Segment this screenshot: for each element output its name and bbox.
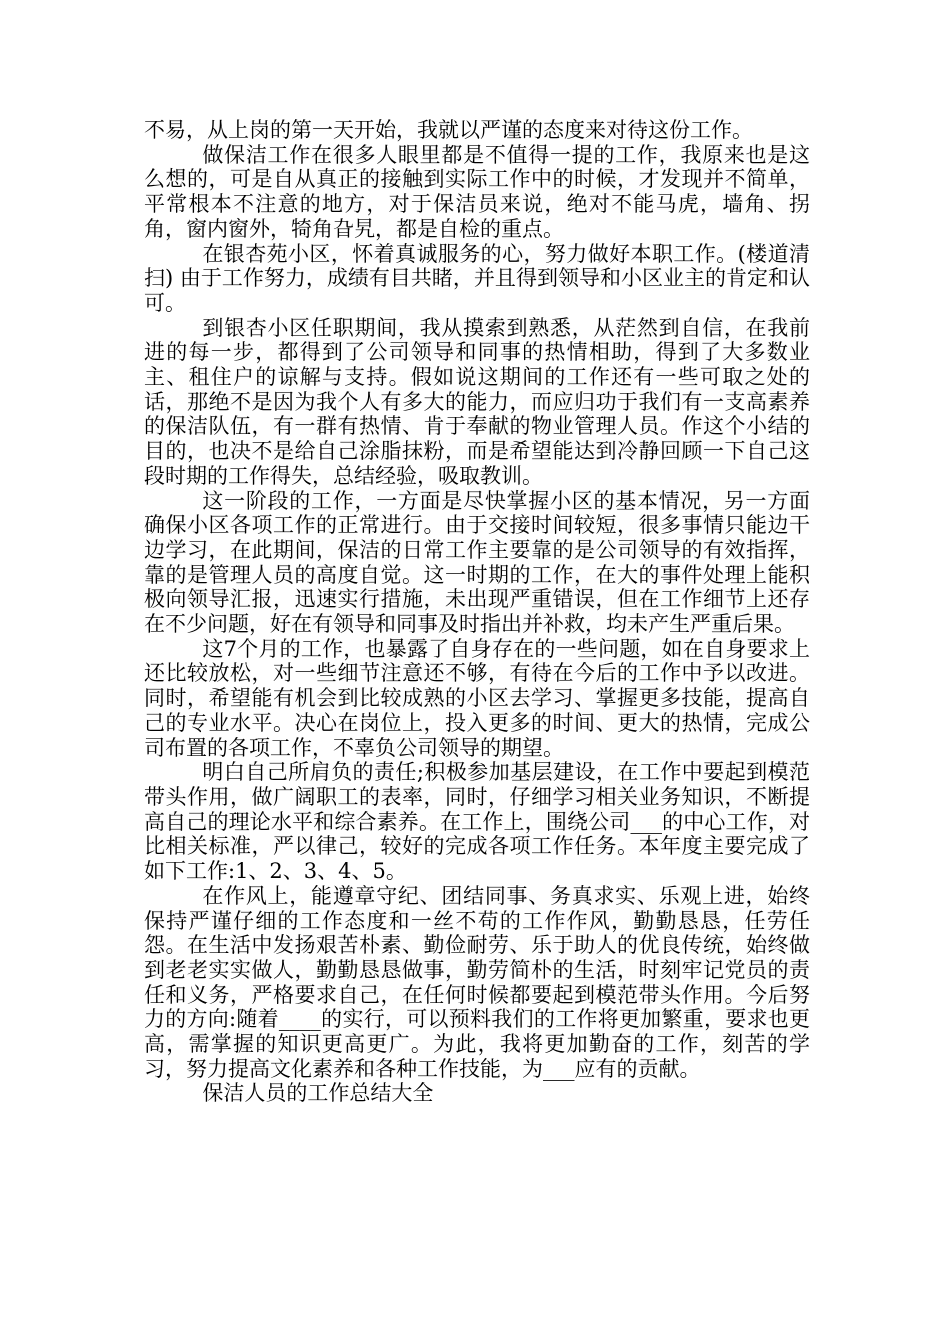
paragraph-tenure: 到银杏小区任职期间，我从摸索到熟悉，从茫然到自信，在我前进的每一步，都得到了公司领导和同事的热情相助，得到了大多数业主、租住户的谅解与支持。假如说这期间的工作还有一些可取之处的话，那绝不是因为我个人有多大的能力，而应归功于我们有一支高素养的保洁队伍，有一群有热情、肯于奉献的物业管理人员。作这个小结的目的，也决不是给自己涂脂抹粉，而是希望能达到冷静回顾一下自己这段时期的工作得失，总结经验，吸取教训。 bbox=[144, 315, 810, 488]
paragraph-work-style: 在作风上，能遵章守纪、团结同事、务真求实、乐观上进，始终保持严谨仔细的工作态度和一丝不苟的工作作风，勤勤恳恳，任劳任怨。在生活中发扬艰苦朴素、勤俭耐劳、乐于助人的优良传统，始终做到老老实实做人，勤勤恳恳做事，勤劳简朴的生活，时刻牢记党员的责任和义务，严格要求自己，在任何时候都要起到模范带头作用。今后努力的方向:随着____的实行，可以预料我们的工作将更加繁重，要求也更高，需掌握的知识更高更广。为此，我将更加勤奋的工作，刻苦的学习，努力提高文化素养和各种工作技能，为___应有的贡献。 bbox=[144, 883, 810, 1081]
paragraph-heading-summary: 保洁人员的工作总结大全 bbox=[202, 1081, 434, 1106]
paragraph-this-stage: 这一阶段的工作，一方面是尽快掌握小区的基本情况，另一方面确保小区各项工作的正常进行。由于交接时间较短，很多事情只能边干边学习，在此期间，保洁的日常工作主要靠的是公司领导的有效指挥，靠的是管理人员的高度自觉。这一时期的工作，在大的事件处理上能积极向领导汇报，迅速实行措施，未出现严重错误，但在工作细节上还存在不少问题，好在有领导和同事及时指出并补救，均未产生严重后果。 bbox=[144, 488, 810, 637]
paragraph-responsibility: 明白自己所肩负的责任;积极参加基层建设，在工作中要起到模范带头作用，做广阔职工的表率，同时，仔细学习相关业务知识，不断提高自己的理论水平和综合素养。在工作上，围绕公司___的中心工作，对比相关标准，严以律己，较好的完成各项工作任务。本年度主要完成了如下工作:1、2、3、4、5。 bbox=[144, 760, 810, 884]
paragraph-seven-months: 这7个月的工作，也暴露了自身存在的一些问题，如在自身要求上还比较放松，对一些细节注意还不够，有待在今后的工作中予以改进。同时，希望能有机会到比较成熟的小区去学习、掌握更多技能，提高自己的专业水平。决心在岗位上，投入更多的时间、更大的热情，完成公司布置的各项工作，不辜负公司领导的期望。 bbox=[144, 636, 810, 760]
document-body bbox=[144, 118, 810, 1106]
paragraph-continuation: 不易，从上岗的第一天开始，我就以严谨的态度来对待这份工作。 bbox=[144, 118, 753, 142]
paragraph-yinxing-community: 在银杏苑小区，怀着真诚服务的心，努力做好本职工作。(楼道清扫) 由于工作努力，成绩有目共睹，并且得到领导和小区业主的肯定和认可。 bbox=[144, 241, 810, 315]
paragraph-cleaning-work: 做保洁工作在很多人眼里都是不值得一提的工作，我原来也是这么想的，可是自从真正的接触到实际工作中的时候，才发现并不简单，平常根本不注意的地方，对于保洁员来说，绝对不能马虎，墙角、拐角，窗内窗外，犄角旮旯，都是自检的重点。 bbox=[144, 142, 810, 241]
